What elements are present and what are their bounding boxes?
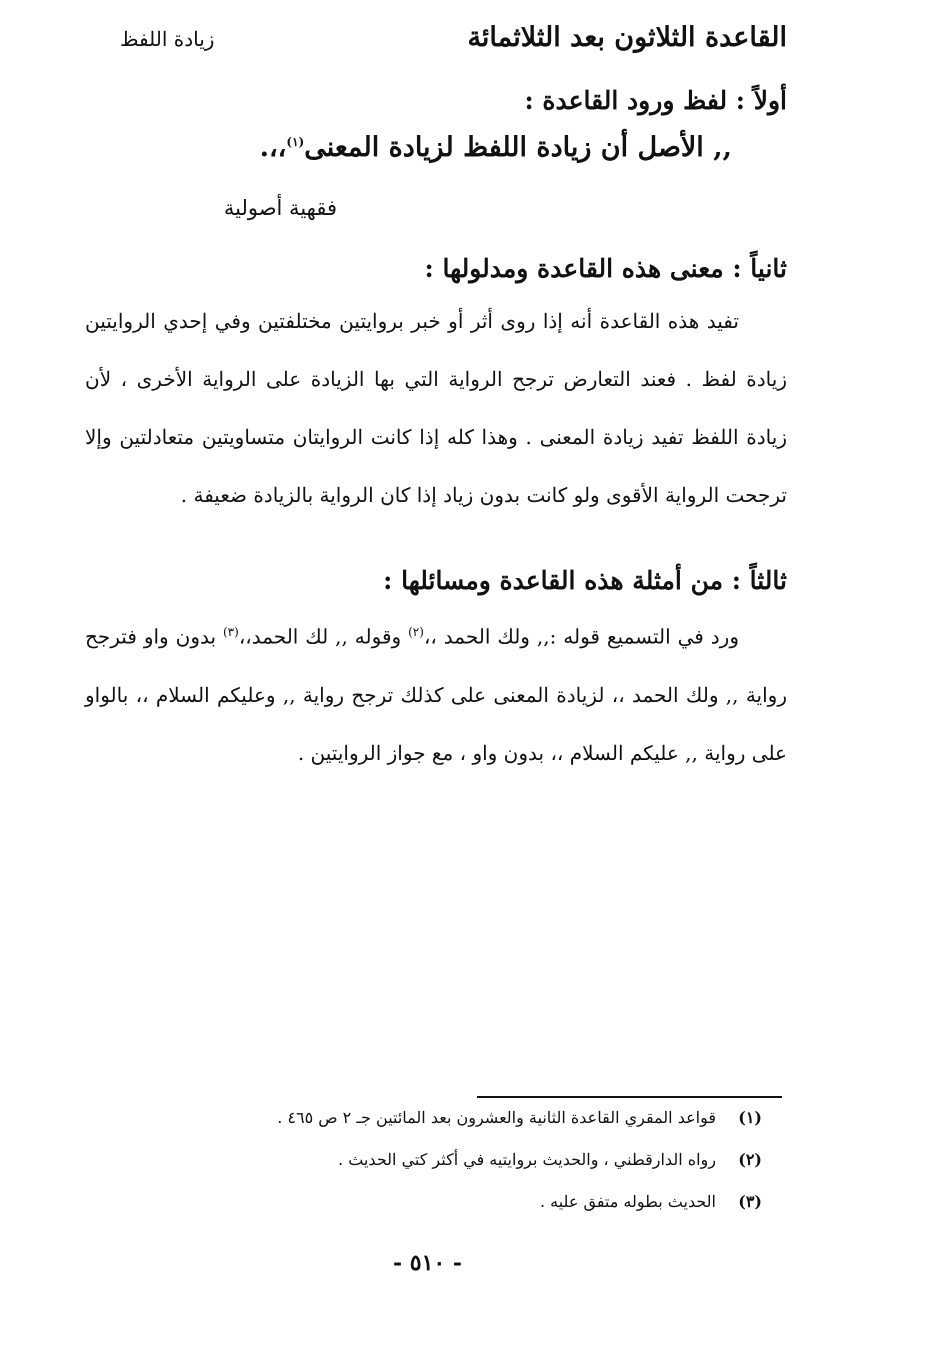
footnote-2 [150, 1150, 762, 1192]
section3-body [85, 603, 787, 782]
footnote-number: (٣) [738, 1192, 762, 1211]
section3-paragraph [85, 603, 787, 782]
rule-statement [260, 132, 732, 163]
section3-text-1: ورد في التسميع قوله :,, ولك الحمد ،، [423, 624, 739, 649]
section3-text-2: وقوله ,, لك الحمد،، [238, 624, 409, 649]
footnote-number: (١) [738, 1108, 762, 1127]
header-title: القاعدة الثلاثون بعد الثلاثمائة [467, 22, 787, 53]
section3-text-3: بدون واو فترجح رواية ,, ولك الحمد ،، لزيادة المعنى على كذلك ترجح رواية ,, وعليكم السلام ،، بالواو على رواية ,, عليكم السلام ،، بدون واو ، مع جواز الروايتين . [85, 624, 787, 765]
footnote-ref-1: (١) [286, 135, 305, 149]
section2-body [85, 292, 787, 524]
page-number: - ٥١٠ - [392, 1250, 463, 1276]
section2-paragraph: تفيد هذه القاعدة أنه إذا روى أثر أو خبر بروايتين مختلفتين وفي إحدي الروايتين زيادة لفظ . فعند التعارض ترجح الرواية التي بها الزيادة على الرواية الأخرى ، لأن زيادة اللفظ تفيد زيادة المعنى . وهذا كله إذا كانت الروايتان متساويتين متعادلتين وإلا ترجحت الرواية الأقوى ولو كانت بدون زياد إذا كان الرواية بالزيادة ضعيفة . [85, 309, 787, 507]
footnote-3 [150, 1192, 762, 1234]
footnote-text: الحديث بطوله متفق عليه . [539, 1192, 716, 1211]
footnotes [150, 1108, 762, 1234]
footnote-ref-2: (٢) [408, 625, 424, 639]
running-header [120, 22, 787, 53]
section1-heading: أولاً : لفظ ورود القاعدة : [524, 86, 787, 115]
rule-statement-text: ,, الأصل أن زيادة اللفظ لزيادة المعنى [304, 132, 732, 163]
section2-heading: ثانياً : معنى هذه القاعدة ومدلولها : [424, 254, 787, 283]
footnote-separator [477, 1096, 782, 1098]
footnote-text: رواه الدارقطني ، والحديث بروايتيه في أكثر كتي الحديث . [338, 1150, 716, 1169]
footnote-1 [150, 1108, 762, 1150]
header-topic: زيادة اللفظ [120, 27, 215, 51]
footnote-number: (٢) [738, 1150, 762, 1169]
footnote-text: قواعد المقري القاعدة الثانية والعشرون بعد المائتين جـ ٢ ص ٤٦٥ . [277, 1108, 716, 1127]
section3-heading: ثالثاً : من أمثلة هذه القاعدة ومسائلها : [383, 566, 787, 595]
footnote-ref-3: (٣) [222, 625, 239, 639]
rule-classification: فقهية أصولية [223, 196, 337, 220]
rule-statement-end: ،،. [259, 132, 287, 163]
